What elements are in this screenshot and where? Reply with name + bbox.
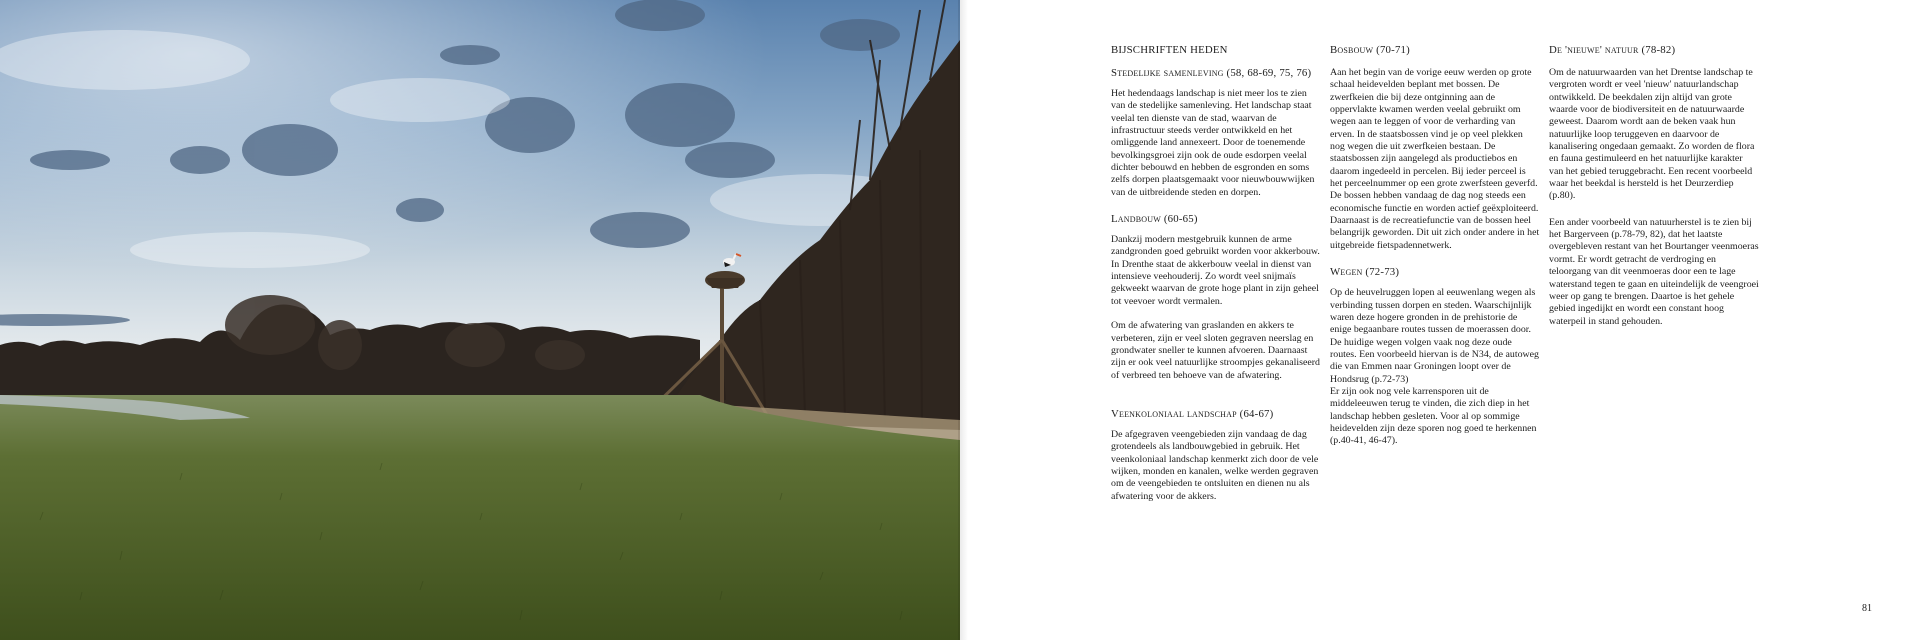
page-number: 81 — [1862, 603, 1872, 614]
section-heading-veenkoloniaal-landschap: Veenkoloniaal landschap (64-67) — [1111, 407, 1274, 420]
paragraph: Om de natuurwaarden van het Drentse landschap te vergroten wordt er veel 'nieuw' natuurlandschap ontwikkeld. De beekdalen zijn altijd van grote waarde voor de biodiversiteit en de natuurwaarde geweest. Daarom wordt aan de beken vaak hun natuurlijke loop teruggeven en daarvoor de kanalisering ongedaan gemaakt. Zo worden de flora en fauna gestimuleerd en het natuurlijke karakter van het gebied teruggebracht. Een recent voorbeeld waar het beekdal is hersteld is het Deurzerdiep (p.80). — [1549, 67, 1755, 202]
section-heading-stedelijke-samenleving: Stedelijke samenleving (58, 68-69, 75, 76) — [1111, 67, 1312, 79]
paragraph: De huidige wegen volgen vaak nog deze oude routes. Een voorbeeld hiervan is de N34, de autoweg die van Emmen naar Groningen loopt over de Hondsrug (p.72-73) — [1330, 336, 1539, 385]
section-heading-landbouw: Landbouw (60-65) — [1111, 213, 1198, 226]
section-heading-nieuwe-natuur: De 'nieuwe' natuur (78-82) — [1549, 44, 1676, 56]
paragraph: Om de afwatering van graslanden en akkers te verbeteren, zijn er veel sloten gegraven neerslag en grondwater sneller te kunnen afvoeren. Daarnaast zijn er ook veel natuurlijke stroompjes gekanaliseerd of verbreed ten behoeve van de afwatering. — [1111, 320, 1320, 381]
main-heading: BIJSCHRIFTEN HEDEN — [1111, 44, 1228, 56]
paragraph: Het hedendaags landschap is niet meer los te zien van de stedelijke samenleving. Het landschap staat veelal ten dienste van de stad, waarvan de infrastructuur steeds verder ontwikkeld en het omliggende land annexeert. Door de toenemende bevolkingsgroei zijn ook de oude esdorpen veelal dichter bebouwd en hebben de esgronden en soms zelfs dorpen plaatsgemaakt voor nieuwbouwwijken van de uitbreidende steden en dorpen. — [1111, 88, 1315, 198]
paragraph: Een ander voorbeeld van natuurherstel is te zien bij het Bargerveen (p.78-79, 82), dat het laatste overgebleven restant van het Bourtanger veenmoeras vormt. Er wordt getracht de verdroging en teloorgang van dit veenmoeras door een te lage waterstand tegen te gaan en uiteindelijk de veengroei weer op gang te brengen. Daartoe is het gehele gebied ingedijkt en wordt een constant hoog waterpeil in stand gehouden. — [1549, 216, 1759, 327]
text-column-1 — [1111, 44, 1321, 515]
paragraph: De afgegraven veengebieden zijn vandaag de dag grotendeels als landbouwgebied in gebruik. Het veenkoloniaal landschap kenmerkt zich door de vele wijken, monden en kanalen, welke werden gegraven om de veengebieden te ontsluiten en dienen nu als afwatering voor de akkers. — [1111, 428, 1319, 502]
text-column-2 — [1330, 44, 1540, 460]
paragraph: Dankzij modern mestgebruik kunnen de arme zandgronden goed gebruikt worden voor akkerbouw. In Drenthe staat de akkerbouw veelal in dienst van intensieve veehouderij. Zo wordt veel snijmaïs gekweekt waarvan de grote hoge plant in zijn geheel tot veevoer wordt vermalen. — [1111, 234, 1320, 307]
page-gutter — [958, 0, 968, 640]
grass-field — [0, 395, 960, 640]
section-heading-wegen: Wegen (72-73) — [1330, 266, 1400, 279]
text-column-3 — [1549, 44, 1759, 340]
paragraph: Er zijn ook nog vele karrensporen uit de middeleeuwen terug te vinden, die zich diep in het landschap hebben gesleten. Voor al op sommige heidevelden zijn deze sporen nog goed te herkennen (p.40-41, 46-47). — [1330, 385, 1537, 447]
paragraph: Aan het begin van de vorige eeuw werden op grote schaal heidevelden beplant met bossen. De zwerfkeien die bij deze ontginning aan de oppervlakte kwamen werden veelal gebruikt om wegen aan te leggen of voor de verharding van erven. In de staatsbossen vind je op veel plekken nog wegen die uit zwerfkeien bestaan. De staatsbossen zijn aangelegd als productiebos en daarom ingedeeld in percelen. Bij ieder perceel is het perceelnummer op een grote zwerfsteen geverfd. De bossen hebben vandaag de dag nog steeds een economische functie en worden actief geëxploiteerd. Daarnaast is de recreatiefunctie van de bossen heel belangrijk geworden. Dit uit zich onder andere in het uitgebreide fietspadennetwerk. — [1330, 67, 1540, 251]
section-heading-bosbouw: Bosbouw (70-71) — [1330, 44, 1410, 56]
paragraph: Op de heuvelruggen lopen al eeuwenlang wegen als verbinding tussen dorpen en steden. Waarschijnlijk waren deze hogere gronden in de prehistorie de enige begaanbare routes tussen de moerassen door. — [1330, 287, 1536, 336]
